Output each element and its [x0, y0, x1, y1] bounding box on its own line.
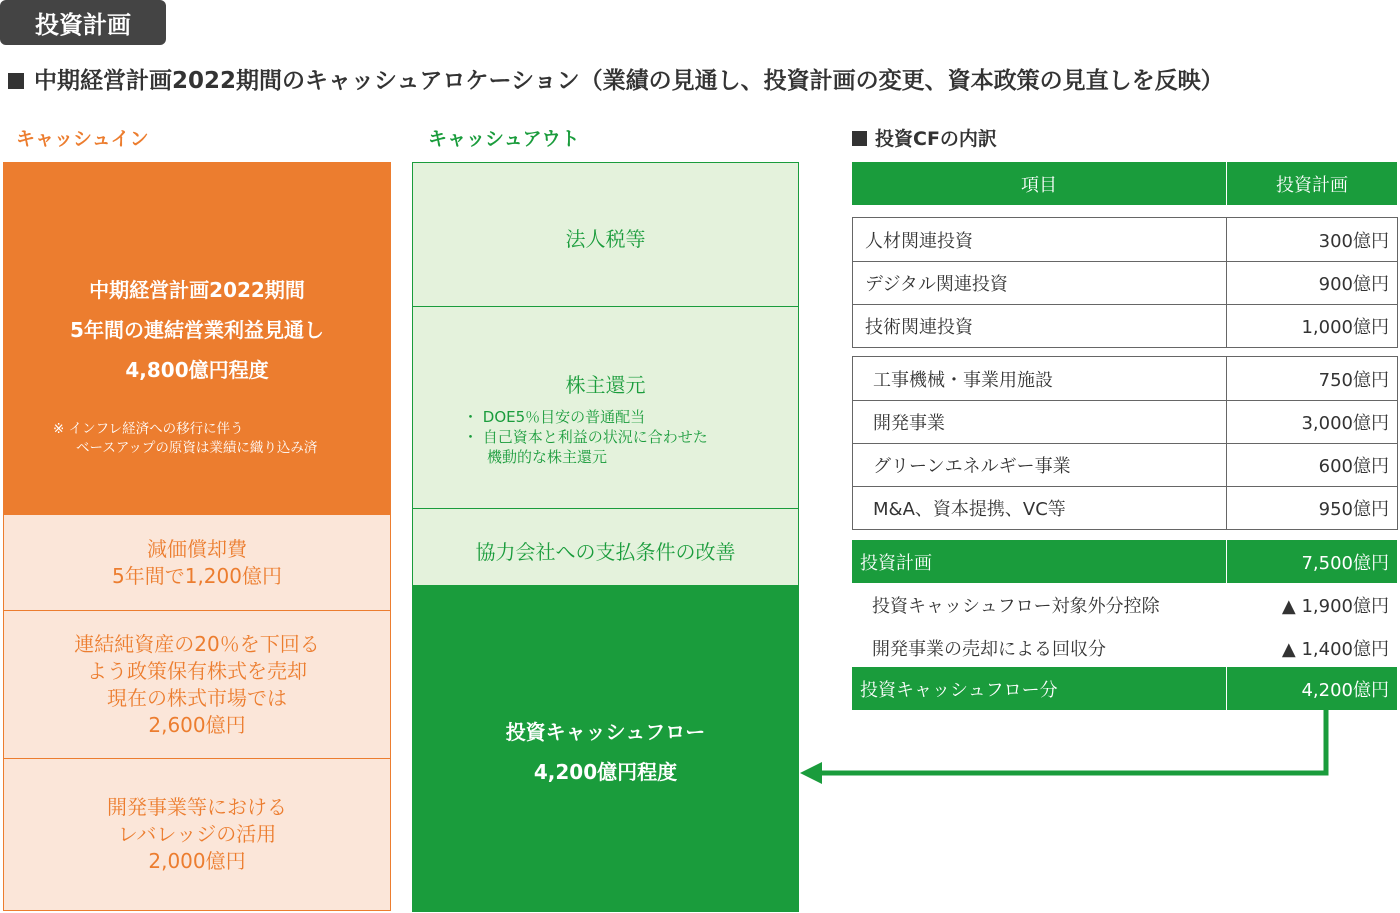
table-row [853, 218, 1397, 261]
flow-arrow-line [818, 710, 1326, 773]
cash-out-tax-label: 法人税等 [565, 227, 646, 251]
cash-in-item-line: レバレッジの活用 [117, 822, 277, 846]
cf-item: 工事機械・事業用施設 [853, 357, 1227, 400]
cash-out-shareholder-label: 株主還元 [565, 373, 646, 397]
cash-in-item-line: 減価償却費 [147, 536, 247, 561]
cash-in-depreciation-box [3, 514, 391, 611]
cash-in-item-line: 現在の株式市場では [107, 685, 287, 710]
cf-total-row [852, 540, 1397, 583]
cash-in-item-line: 5年間で1,200億円 [112, 563, 282, 588]
cash-out-shareholder-box [412, 306, 799, 509]
cash-in-leverage-box [3, 758, 391, 911]
cash-out-heading: キャッシュアウト [428, 128, 580, 150]
table-row [853, 261, 1397, 304]
cash-out-investment-box [412, 585, 799, 912]
table-row [853, 357, 1397, 400]
cf-total-label: 投資計画 [852, 540, 1227, 583]
cash-in-heading: キャッシュイン [16, 128, 149, 150]
cf-value: 600億円 [1318, 456, 1389, 477]
table-row [853, 400, 1397, 443]
cash-in-item-line: 2,000億円 [148, 849, 246, 873]
cash-in-note-line: ベースアップの原資は業績に織り込み済 [76, 440, 318, 456]
table-row [853, 304, 1397, 347]
page-title [8, 62, 1224, 95]
cash-out-shareholder-bullets [463, 407, 708, 467]
cf-item: グリーンエネルギー事業 [853, 444, 1227, 486]
cf-value: 300億円 [1318, 230, 1389, 252]
cash-in-main-line: 4,800億円程度 [125, 358, 269, 382]
cf-breakdown-heading-text: 投資CFの内訳 [875, 128, 997, 150]
square-bullet-icon [852, 131, 867, 146]
cf-total-value: 7,500億円 [1301, 552, 1389, 574]
cf-deduction-item: 開発事業の売却による回収分 [872, 638, 1106, 660]
cf-col-plan-header: 投資計画 [1276, 174, 1348, 196]
cf-deduction-row [852, 626, 1397, 669]
table-row [853, 443, 1397, 486]
cf-item: 開発事業 [853, 401, 1227, 443]
cf-item: M&A、資本提携、VC等 [853, 487, 1227, 529]
cash-out-partner-label: 協力会社への支払条件の改善 [475, 540, 736, 564]
cf-group-people-digital-tech [852, 217, 1398, 348]
bullet-line: ・ 自己資本と利益の状況に合わせた [463, 428, 708, 446]
page-title-text: 中期経営計画2022期間のキャッシュアロケーション（業績の見通し、投資計画の変更、資本政策の見直しを反映） [34, 68, 1224, 94]
flow-arrow-head [800, 762, 822, 784]
section-tag: 投資計画 [0, 0, 166, 45]
cf-value: 3,000億円 [1301, 413, 1389, 434]
cash-out-partner-box [412, 508, 799, 586]
cf-item: 技術関連投資 [853, 305, 1227, 347]
cash-in-note-line: ※ インフレ経済への移行に伴う [53, 421, 244, 437]
cash-out-investment-line: 4,200億円程度 [533, 760, 678, 784]
cf-deduction-value: ▲ 1,900億円 [1281, 595, 1389, 617]
cash-out-tax-box [412, 162, 799, 307]
cash-in-main-line: 中期経営計画2022期間 [89, 278, 305, 302]
table-row [853, 486, 1397, 529]
cash-in-item-line: 連結純資産の20％を下回る [74, 631, 320, 656]
cash-in-note [53, 420, 317, 458]
cf-value: 750億円 [1318, 369, 1389, 391]
cash-in-shares-sale-box [3, 610, 391, 759]
cf-col-item-header: 項目 [852, 162, 1227, 205]
cash-in-item-line: 開発事業等における [107, 795, 287, 819]
cash-out-investment-line: 投資キャッシュフロー [505, 720, 706, 744]
square-bullet-icon [8, 73, 24, 89]
cf-result-row [852, 667, 1397, 710]
cf-deduction-row [852, 583, 1397, 626]
cf-result-label: 投資キャッシュフロー分 [852, 667, 1227, 710]
cf-breakdown-heading [852, 124, 997, 151]
cash-in-item-line: よう政策保有株式を売却 [87, 658, 307, 683]
cash-in-main-box [3, 162, 391, 515]
cash-in-main-line: 5年間の連結営業利益見通し [70, 318, 324, 342]
bullet-line: ・ DOE5％目安の普通配当 [463, 408, 646, 426]
cf-result-value: 4,200億円 [1301, 679, 1389, 701]
cf-value: 1,000億円 [1301, 317, 1389, 338]
cf-deduction-item: 投資キャッシュフロー対象外分控除 [872, 595, 1160, 617]
cf-group-business [852, 356, 1398, 530]
cash-in-item-line: 2,600億円 [148, 712, 246, 737]
cf-value: 950億円 [1318, 499, 1389, 520]
cf-value: 900億円 [1318, 274, 1389, 295]
cf-item: 人材関連投資 [853, 218, 1227, 261]
cf-item: デジタル関連投資 [853, 262, 1227, 304]
bullet-line: 機動的な株主還元 [487, 448, 608, 466]
cf-table-header [852, 162, 1397, 205]
cf-deduction-value: ▲ 1,400億円 [1281, 638, 1389, 660]
